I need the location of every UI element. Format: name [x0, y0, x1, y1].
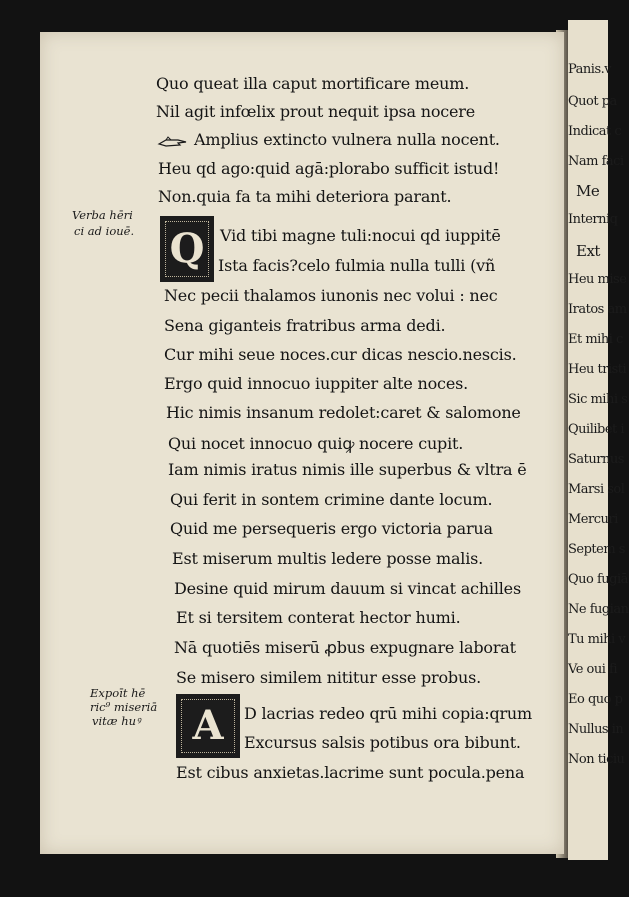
facing-line: Ext — [576, 242, 600, 260]
facing-line: Interniq — [568, 212, 618, 227]
text-line: Cur mihi seue noces.cur dicas nescio.nescis. — [164, 345, 517, 364]
facing-line: Iratos am — [568, 302, 627, 317]
margin-note: Verba hēri — [72, 208, 133, 222]
text-line: Heu qd ago:quid agā:plorabo sufficit istud! — [158, 159, 500, 178]
text-line: D lacrias redeo qrū mihi copia:qrum — [244, 704, 533, 723]
text-line: Se misero similem nititur esse probus. — [176, 668, 481, 687]
facing-line: Tu mihi v — [568, 632, 626, 647]
text-line: Nā quotiēs miserū ꝓbus expugnare laborat — [174, 638, 516, 657]
facing-line: Saturnus — [568, 452, 624, 467]
facing-line: Septem s — [568, 542, 625, 557]
text-line: Quid me persequeris ergo victoria parua — [170, 519, 493, 538]
facing-line: Nam faci — [568, 154, 624, 169]
facing-line: Quilibet i — [568, 422, 625, 437]
text-line: Nil agit infœlix prout nequit ipsa nocere — [156, 102, 476, 121]
facing-line: Sic mihi s — [568, 392, 628, 407]
facing-line: Ne fugian — [568, 602, 629, 617]
text-line: Et si tersitem conterat hector humi. — [176, 608, 461, 627]
margin-note: ric⁹ miseriā — [90, 700, 158, 714]
pointing-hand-icon — [158, 135, 188, 149]
margin-note: Expoīt hē — [90, 686, 146, 700]
facing-line: Me — [576, 182, 600, 200]
facing-line: Ve oui fi — [568, 662, 617, 677]
facing-line: Quot pa — [568, 94, 617, 109]
facing-page — [568, 20, 629, 860]
margin-note: ci ad iouē. — [74, 224, 135, 238]
text-line: Ergo quid innocuo iuppiter alte noces. — [164, 374, 468, 393]
text-line: Est cibus anxietas.lacrime sunt pocula.pena — [176, 763, 525, 782]
facing-line: Mercuri — [568, 512, 618, 527]
text-line: Amplius extincto vulnera nulla nocent. — [194, 130, 500, 149]
book-page — [40, 32, 564, 854]
decorated-initial: Q — [160, 216, 214, 282]
text-line: Non.quia fa ta mihi deteriora parant. — [158, 187, 452, 206]
facing-line: Indicat c — [568, 124, 622, 139]
facing-line: Heu mise — [568, 272, 627, 287]
text-line: Quo queat illa caput mortificare meum. — [156, 74, 470, 93]
text-line: Vid tibi magne tuli:nocui qd iuppitē — [220, 226, 501, 245]
decorated-initial: A — [176, 694, 240, 758]
text-line: Excursus salsis potibus ora bibunt. — [244, 733, 521, 752]
text-line: Sena giganteis fratribus arma dedi. — [164, 316, 446, 335]
text-line: Nec pecii thalamos iunonis nec volui : nec — [164, 286, 498, 305]
facing-line: Marsi sol — [568, 482, 625, 497]
margin-note: vitæ huꝰ — [92, 714, 141, 728]
text-line: Est miserum multis ledere posse malis. — [172, 549, 484, 568]
text-line: Desine quid mirum dauum si vincat achilles — [174, 579, 521, 598]
facing-line: Non ticiu — [568, 752, 625, 767]
facing-line: Heu tristi — [568, 362, 627, 377]
text-line: Qui ferit in sontem crimine dante locum. — [170, 490, 493, 509]
facing-line: Et mihi c — [568, 332, 623, 347]
text-line: Iam nimis iratus nimis ille superbus & vltra ē — [168, 460, 527, 479]
facing-line: Nullus in — [568, 722, 624, 737]
text-line: Hic nimis insanum redolet:caret & salomone — [166, 403, 521, 422]
facing-line: Quo fugiā — [568, 572, 628, 587]
facing-line: Eo quo p — [568, 692, 623, 707]
text-line: Ista facis?celo fulmia nulla tulli (vñ — [218, 256, 496, 275]
text-line: Qui nocet innocuo quiꝙ nocere cupit. — [168, 434, 464, 453]
facing-line: Panis.v — [568, 62, 612, 77]
